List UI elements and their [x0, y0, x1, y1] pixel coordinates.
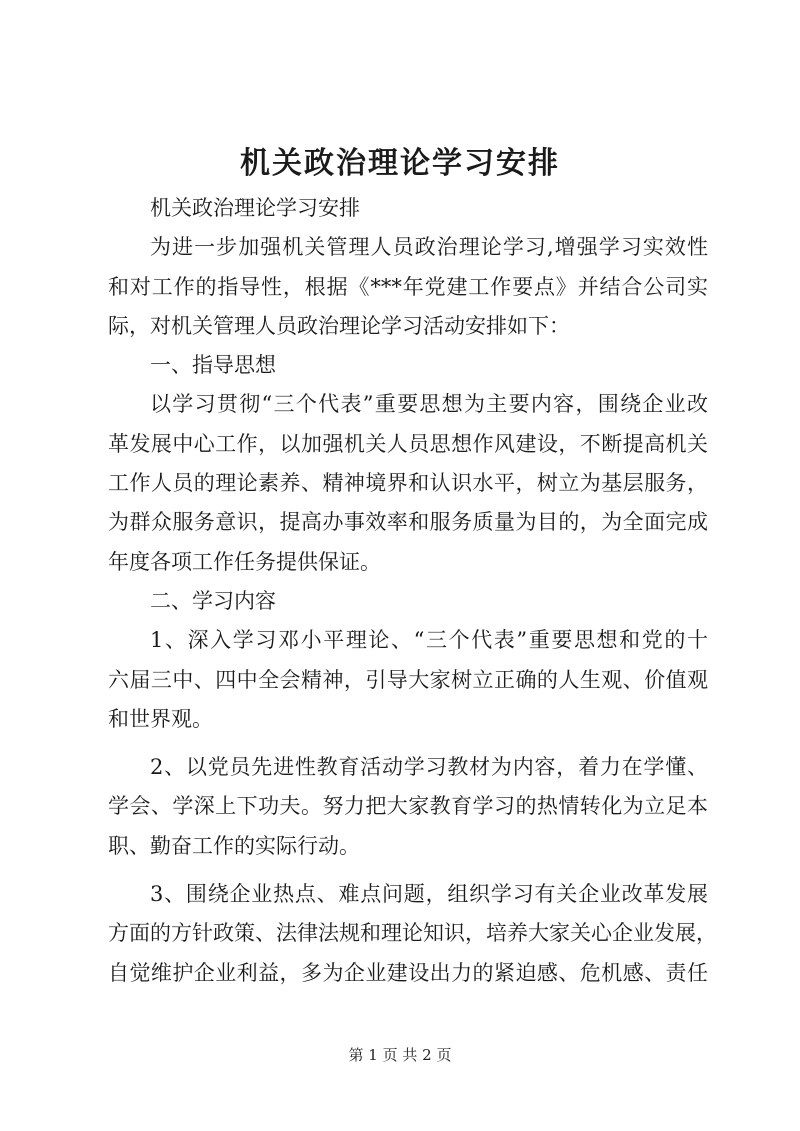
body-line: 六届三中、四中全会精神，引导大家树立正确的人生观、价值观 — [108, 667, 708, 692]
body-line: 一、指导思想 — [150, 353, 276, 378]
body-line: 为群众服务意识，提高办事效率和服务质量为目的，为全面完成 — [108, 510, 708, 535]
body-line: 1、深入学习邓小平理论、“三个代表”重要思想和党的十 — [150, 628, 708, 653]
body-line: 二、学习内容 — [150, 588, 276, 613]
body-line: 年度各项工作任务提供保证。 — [108, 549, 381, 574]
body-line: 3、围绕企业热点、难点问题，组织学习有关企业改革发展 — [150, 882, 708, 907]
document-title: 机关政治理论学习安排 — [240, 146, 560, 181]
body-line: 机关政治理论学习安排 — [150, 196, 360, 220]
body-line: 为进一步加强机关管理人员政治理论学习,增强学习实效性 — [150, 235, 708, 260]
body-line: 工作人员的理论素养、精神境界和认识水平，树立为基层服务， — [108, 471, 708, 496]
document-body — [108, 189, 717, 993]
body-line: 以学习贯彻“三个代表”重要思想为主要内容，围绕企业改 — [150, 392, 708, 417]
body-line: 职、勤奋工作的实际行动。 — [108, 833, 360, 858]
body-line: 革发展中心工作，以加强机关人员思想作风建设，不断提高机关 — [108, 431, 708, 456]
body-line: 方面的方针政策、法律法规和理论知识，培养大家关心企业发展， — [108, 921, 717, 946]
body-line: 和世界观。 — [108, 706, 213, 731]
body-line: 2、以党员先进性教育活动学习教材为内容，着力在学懂、 — [150, 755, 708, 780]
body-line: 际，对机关管理人员政治理论学习活动安排如下： — [108, 313, 570, 338]
body-line: 学会、学深上下功夫。努力把大家教育学习的热情转化为立足本 — [108, 794, 708, 819]
body-line: 自觉维护企业利益，多为企业建设出力的紧迫感、危机感、责任 — [108, 960, 708, 985]
page-footer: 第 1 页 共 2 页 — [348, 1046, 452, 1064]
body-line: 和对工作的指导性，根据《***年党建工作要点》并结合公司实 — [108, 274, 708, 299]
